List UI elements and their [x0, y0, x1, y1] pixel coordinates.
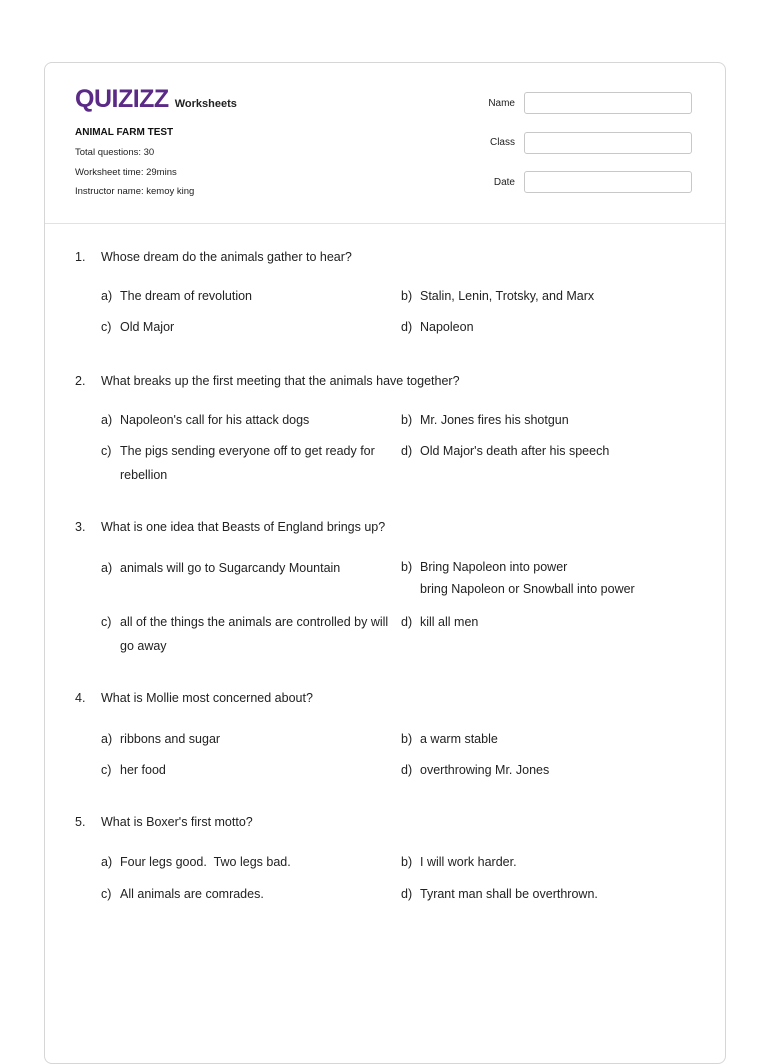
option-5d[interactable]: [401, 882, 701, 906]
logo-wordmark: QUIZIZZ: [75, 85, 169, 113]
option-letter: c): [101, 615, 112, 629]
option-text: Old Major: [120, 320, 175, 334]
option-3d[interactable]: [401, 610, 701, 634]
option-4d[interactable]: [401, 758, 701, 782]
option-3b[interactable]: [401, 556, 701, 600]
option-letter: c): [101, 320, 112, 334]
option-text: overthrowing Mr. Jones: [420, 763, 550, 777]
option-letter: d): [401, 320, 413, 334]
instructor-name: Instructor name: kemoy king: [75, 186, 195, 197]
option-1d[interactable]: [401, 315, 701, 339]
question-number: 1.: [75, 250, 86, 264]
option-text: Old Major's death after his speech: [420, 444, 610, 458]
option-letter: d): [401, 444, 413, 458]
option-letter: b): [401, 732, 413, 746]
option-text: Mr. Jones fires his shotgun: [420, 413, 569, 427]
option-3a[interactable]: [101, 556, 391, 580]
option-letter: a): [101, 413, 113, 427]
question-4: [75, 691, 313, 705]
question-number: 2.: [75, 374, 86, 388]
option-text: Four legs good. Two legs bad.: [120, 855, 291, 869]
option-5a[interactable]: [101, 850, 391, 874]
option-1a[interactable]: [101, 284, 391, 308]
option-letter: a): [101, 561, 113, 575]
option-5c[interactable]: [101, 882, 391, 906]
option-5b[interactable]: [401, 850, 701, 874]
logo-subtitle: Worksheets: [174, 98, 237, 110]
option-2d[interactable]: [401, 439, 701, 463]
option-text: The dream of revolution: [120, 289, 253, 303]
option-text: All animals are comrades.: [120, 887, 264, 901]
question-2: [75, 374, 460, 388]
question-text: Whose dream do the animals gather to hear?: [101, 250, 352, 264]
option-letter: d): [401, 887, 413, 901]
option-text: animals will go to Sugarcandy Mountain: [120, 561, 341, 575]
option-letter: b): [401, 560, 413, 574]
option-text: her food: [120, 763, 166, 777]
option-letter: d): [401, 763, 413, 777]
option-letter: c): [101, 887, 112, 901]
option-2b[interactable]: [401, 408, 701, 432]
worksheet-time: Worksheet time: 29mins: [75, 167, 177, 178]
question-text: What is Mollie most concerned about?: [101, 691, 313, 705]
test-title: ANIMAL FARM TEST: [75, 127, 174, 138]
class-field[interactable]: [524, 132, 692, 154]
question-text: What is Boxer's first motto?: [101, 815, 253, 829]
option-1c[interactable]: [101, 315, 391, 339]
option-text: I will work harder.: [420, 855, 517, 869]
question-number: 3.: [75, 520, 86, 534]
option-4b[interactable]: [401, 727, 701, 751]
option-1b[interactable]: [401, 284, 701, 308]
option-text: a warm stable: [420, 732, 498, 746]
worksheet-header: [45, 63, 725, 224]
option-text: ribbons and sugar: [120, 732, 221, 746]
option-text: Bring Napoleon into power: [420, 560, 568, 574]
question-number: 4.: [75, 691, 86, 705]
total-questions: Total questions: 30: [75, 147, 155, 158]
question-1: [75, 250, 352, 264]
option-2c[interactable]: [101, 439, 391, 487]
option-letter: c): [101, 444, 112, 458]
option-text: kill all men: [420, 615, 479, 629]
question-text: What breaks up the first meeting that the animals have together?: [101, 374, 460, 388]
option-text: all of the things the animals are controlled by will go away: [120, 615, 389, 653]
name-label: Name: [488, 98, 515, 109]
option-letter: b): [401, 289, 413, 303]
option-text: The pigs sending everyone off to get ready for rebellion: [120, 444, 375, 482]
option-4c[interactable]: [101, 758, 391, 782]
option-letter: b): [401, 413, 413, 427]
date-label: Date: [493, 177, 515, 188]
class-label: Class: [489, 137, 515, 148]
option-2a[interactable]: [101, 408, 391, 432]
question-3: [75, 520, 385, 534]
option-text: Napoleon's call for his attack dogs: [120, 413, 310, 427]
name-field[interactable]: [524, 92, 692, 114]
option-text: Tyrant man shall be overthrown.: [420, 887, 598, 901]
date-field[interactable]: [524, 171, 692, 193]
question-text: What is one idea that Beasts of England brings up?: [101, 520, 386, 534]
worksheet-card: [44, 62, 726, 1064]
option-letter: a): [101, 855, 113, 869]
option-letter: b): [401, 855, 413, 869]
option-letter: a): [101, 732, 113, 746]
quizizz-logo: [75, 85, 237, 114]
option-text: Napoleon: [420, 320, 474, 334]
option-text-alt: bring Napoleon or Snowball into power: [420, 582, 635, 596]
option-letter: a): [101, 289, 113, 303]
option-letter: c): [101, 763, 112, 777]
question-number: 5.: [75, 815, 86, 829]
option-text: Stalin, Lenin, Trotsky, and Marx: [420, 289, 595, 303]
option-4a[interactable]: [101, 727, 391, 751]
option-3c[interactable]: [101, 610, 391, 658]
question-5: [75, 815, 253, 829]
option-letter: d): [401, 615, 413, 629]
